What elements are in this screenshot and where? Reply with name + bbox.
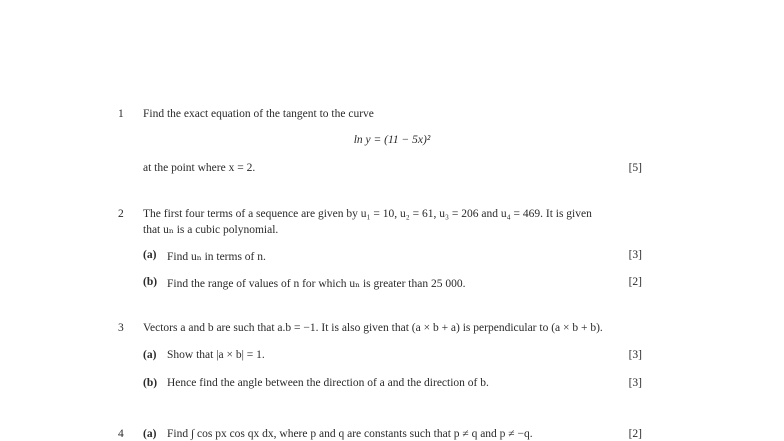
question-3a-text: Show that |a × b| = 1. bbox=[167, 349, 265, 361]
question-2-line2: that uₙ is a cubic polynomial. bbox=[143, 224, 279, 236]
question-1-number: 1 bbox=[118, 108, 124, 120]
question-3-line1: Vectors a and b are such that a.b = −1. It is also given that (a × b + a) is perpendicular to (a × b + b). bbox=[143, 322, 603, 334]
question-3-number: 3 bbox=[118, 322, 124, 334]
question-2a-text: Find uₙ in terms of n. bbox=[167, 251, 266, 263]
question-2b-label: (b) bbox=[143, 276, 158, 288]
question-3b-label: (b) bbox=[143, 377, 158, 389]
question-2a-marks: [3] bbox=[628, 249, 642, 261]
question-2-number: 2 bbox=[118, 208, 124, 220]
question-3a-marks: [3] bbox=[628, 349, 642, 361]
question-2b-text: Find the range of values of n for which uₙ is greater than 25 000. bbox=[167, 278, 466, 290]
question-2-line1: The first four terms of a sequence are given by u₁ = 10, u₂ = 61, u₃ = 206 and u₄ = 469. It is given bbox=[143, 208, 592, 220]
question-3a-label: (a) bbox=[143, 349, 157, 361]
question-3b-marks: [3] bbox=[628, 377, 642, 389]
question-1-condition: at the point where x = 2. bbox=[143, 162, 256, 174]
question-2a-label: (a) bbox=[143, 249, 157, 261]
question-1-intro: Find the exact equation of the tangent to the curve bbox=[143, 108, 374, 120]
question-4-number: 4 bbox=[118, 428, 124, 440]
question-3b-text: Hence find the angle between the direction of a and the direction of b. bbox=[167, 377, 489, 389]
question-4a-text: Find ∫ cos px cos qx dx, where p and q are constants such that p ≠ q and p ≠ −q. bbox=[167, 428, 533, 440]
question-4a-label: (a) bbox=[143, 428, 157, 440]
question-4a-marks: [2] bbox=[628, 428, 642, 440]
question-2b-marks: [2] bbox=[628, 276, 642, 288]
question-1-equation: ln y = (11 − 5x)² bbox=[353, 134, 431, 146]
question-1-marks: [5] bbox=[628, 162, 642, 174]
